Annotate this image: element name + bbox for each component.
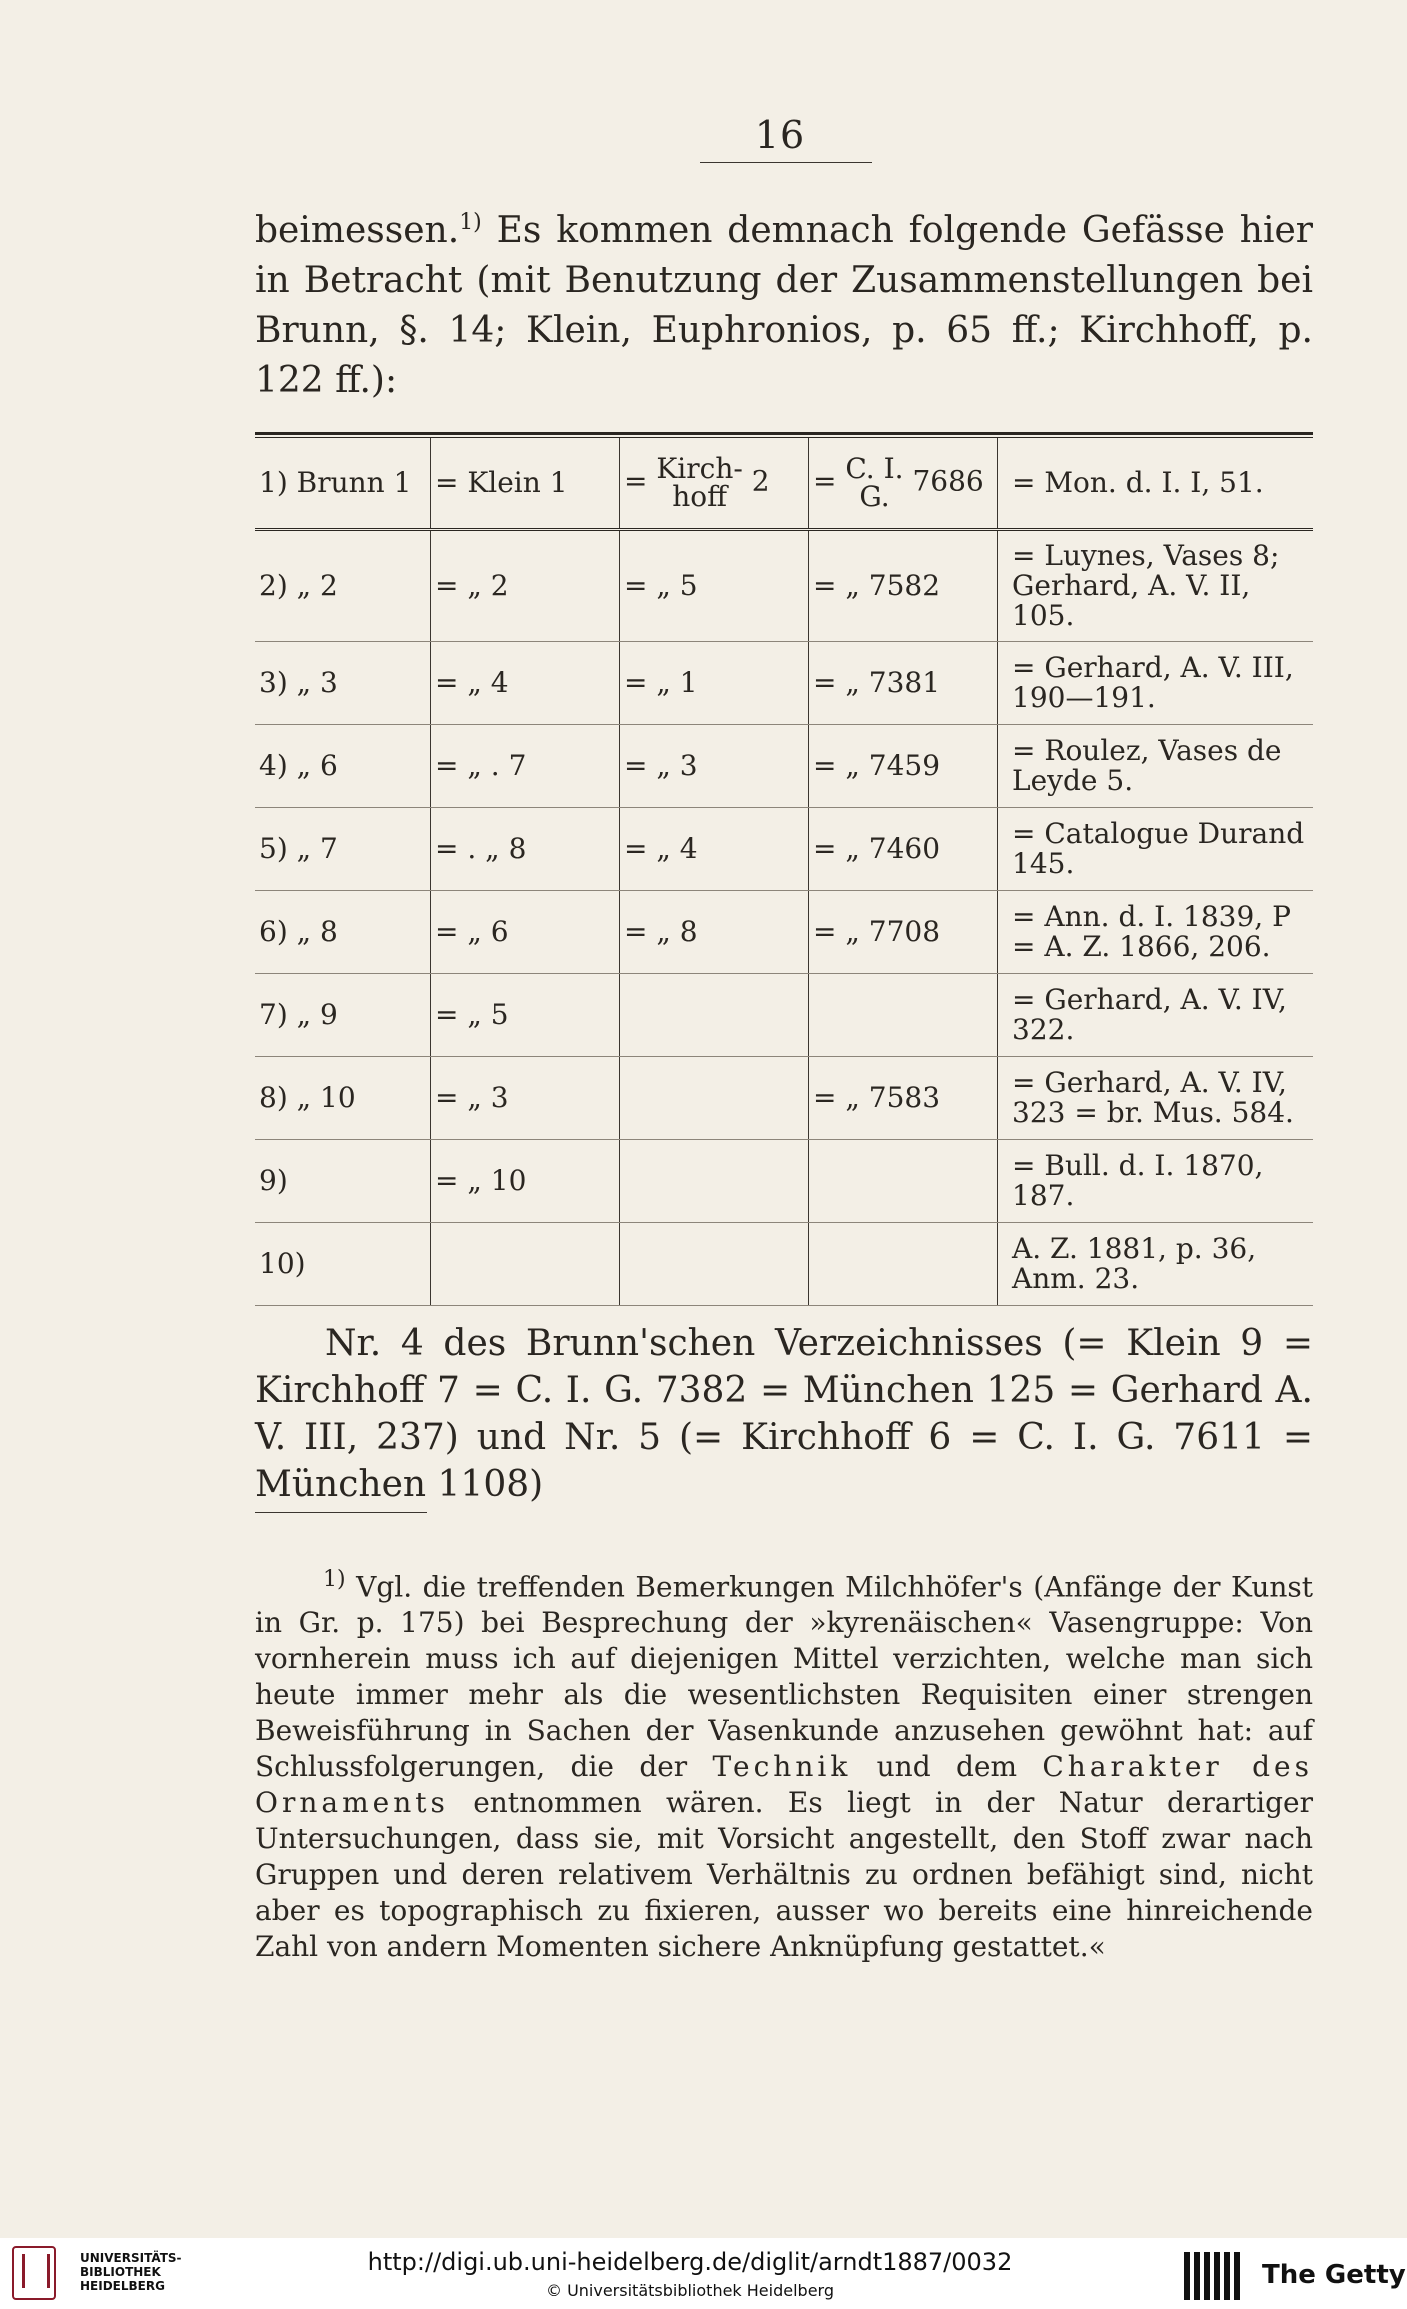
cell-kirchhoff: = „ 8 <box>620 891 809 974</box>
cell-brunn: 4) „ 6 <box>255 725 431 808</box>
cell-cig: = „ 7708 <box>809 891 998 974</box>
concordance-table <box>255 432 1313 1306</box>
table-row <box>255 974 1313 1057</box>
footnote-text-b: und dem <box>851 1750 1043 1784</box>
cell-brunn: 5) „ 7 <box>255 808 431 891</box>
table-row <box>255 808 1313 891</box>
cell-klein: = Klein 1 <box>431 438 620 530</box>
cell-cig: = „ 7582 <box>809 530 998 642</box>
cell-publication: = Catalogue Durand 145. <box>998 808 1314 891</box>
getty-logo-icon <box>1184 2252 1240 2300</box>
cell-kirchhoff: = „ 1 <box>620 642 809 725</box>
body-paragraph <box>255 1320 1313 1508</box>
cell-brunn: 6) „ 8 <box>255 891 431 974</box>
cell-publication: = Bull. d. I. 1870, 187. <box>998 1140 1314 1223</box>
page-number-rule <box>700 162 872 163</box>
cell-klein: = „ 4 <box>431 642 620 725</box>
cell-brunn: 7) „ 9 <box>255 974 431 1057</box>
cell-cig <box>809 974 998 1057</box>
table-row <box>255 725 1313 808</box>
body-paragraph-text: Nr. 4 des Brunn'schen Verzeichnisses (= Klein 9 = Kirchhoff 7 = C. I. G. 7382 = München 125 = Gerhard A. V. III, 237) und Nr. 5 (= Kirchhoff 6 = C. I. G. 7611 = München 1108) <box>255 1323 1313 1505</box>
cell-publication: = Gerhard, A. V. IV, 322. <box>998 974 1314 1057</box>
cell-brunn: 3) „ 3 <box>255 642 431 725</box>
cell-kirchhoff <box>620 1057 809 1140</box>
table-top-rule <box>255 432 1313 435</box>
cell-klein: = „ 10 <box>431 1140 620 1223</box>
table-row <box>255 1057 1313 1140</box>
cell-brunn: 9) <box>255 1140 431 1223</box>
cell-cig: = C. I. G. 7686 <box>809 438 998 530</box>
library-logo-icon <box>12 2246 56 2300</box>
cell-klein: = „ 6 <box>431 891 620 974</box>
permalink-url[interactable]: http://digi.ub.uni-heidelberg.de/diglit/arndt1887/0032 <box>367 2248 1013 2276</box>
cell-publication: = Gerhard, A. V. III, 190—191. <box>998 642 1314 725</box>
cell-kirchhoff <box>620 1223 809 1306</box>
getty-name: The Getty <box>1262 2260 1406 2290</box>
cell-cig: = „ 7460 <box>809 808 998 891</box>
cell-publication: = Ann. d. I. 1839, P = A. Z. 1866, 206. <box>998 891 1314 974</box>
cell-brunn: 2) „ 2 <box>255 530 431 642</box>
cell-cig: = „ 7381 <box>809 642 998 725</box>
cell-kirchhoff: = „ 3 <box>620 725 809 808</box>
intro-first-word: beimessen. <box>255 210 460 251</box>
digitization-footer <box>0 2238 1407 2309</box>
cell-publication: = Gerhard, A. V. IV, 323 = br. Mus. 584. <box>998 1057 1314 1140</box>
cell-publication: = Mon. d. I. I, 51. <box>998 438 1314 530</box>
cell-kirchhoff <box>620 1140 809 1223</box>
cell-kirchhoff: = „ 4 <box>620 808 809 891</box>
footnote-emphasis-technik: Technik <box>712 1750 852 1784</box>
cell-kirchhoff <box>620 974 809 1057</box>
page-number: 16 <box>754 113 806 157</box>
footnote-marker[interactable]: 1) <box>459 210 482 235</box>
cell-brunn: 1) Brunn 1 <box>255 438 431 530</box>
cell-klein: = „ 2 <box>431 530 620 642</box>
copyright-notice: © Universitätsbibliothek Heidelberg <box>545 2281 834 2300</box>
footnote <box>255 1562 1313 1965</box>
cell-brunn: 10) <box>255 1223 431 1306</box>
table-row <box>255 891 1313 974</box>
cell-publication: A. Z. 1881, p. 36, Anm. 23. <box>998 1223 1314 1306</box>
table-header-row <box>255 438 1313 530</box>
table-row <box>255 530 1313 642</box>
footnote-number: 1) <box>323 1567 346 1592</box>
cell-klein: = „ 5 <box>431 974 620 1057</box>
cell-klein: = „ 3 <box>431 1057 620 1140</box>
cell-cig <box>809 1140 998 1223</box>
table-row <box>255 1140 1313 1223</box>
cell-brunn: 8) „ 10 <box>255 1057 431 1140</box>
cell-cig: = „ 7459 <box>809 725 998 808</box>
footnote-emphasis-charakter: Charakter des Ornaments <box>255 1750 1313 1820</box>
footnote-rule <box>255 1512 427 1513</box>
cell-cig: = „ 7583 <box>809 1057 998 1140</box>
cell-klein: = . „ 8 <box>431 808 620 891</box>
cell-kirchhoff: = Kirch- hoff 2 <box>620 438 809 530</box>
footnote-text-a: Vgl. die treffenden Bemerkungen Milchhöfer's (Anfänge der Kunst in Gr. p. 175) bei Besprechung der »kyrenäischen« Vasengruppe: Von vornherein muss ich auf diejenigen Mittel verzichten, welche man sich heute immer mehr als die wesentlichsten Requisiten einer strengen Beweisführung in Sachen der Vasenkunde anzusehen gewöhnt hat: auf Schlussfolgerungen, die der <box>255 1570 1313 1784</box>
library-name: UNIVERSITÄTS- BIBLIOTHEK HEIDELBERG <box>80 2251 182 2293</box>
table-row <box>255 642 1313 725</box>
cell-klein: = „ . 7 <box>431 725 620 808</box>
table-row <box>255 1223 1313 1306</box>
intro-paragraph <box>255 198 1313 406</box>
cell-publication: = Roulez, Vases de Leyde 5. <box>998 725 1314 808</box>
cell-kirchhoff: = „ 5 <box>620 530 809 642</box>
intro-text: Es kommen demnach folgende Gefässe hier in Betracht (mit Benutzung der Zusammenstellungen bei Brunn, §. 14; Klein, Euphronios, p. 65 ff.; Kirchhoff, p. 122 ff.): <box>255 210 1313 401</box>
cell-publication: = Luynes, Vases 8; Gerhard, A. V. II, 105. <box>998 530 1314 642</box>
footnote-text-c: entnommen wären. Es liegt in der Natur derartiger Untersuchungen, dass sie, mit Vorsicht angestellt, den Stoff zwar nach Gruppen und deren relativem Verhältnis zu ordnen befähigt sind, nicht aber es topographisch zu fixieren, ausser wo bereits eine hinreichende Zahl von andern Momenten sichere Anknüpfung gestattet.« <box>255 1786 1313 1964</box>
cell-klein <box>431 1223 620 1306</box>
cell-cig <box>809 1223 998 1306</box>
